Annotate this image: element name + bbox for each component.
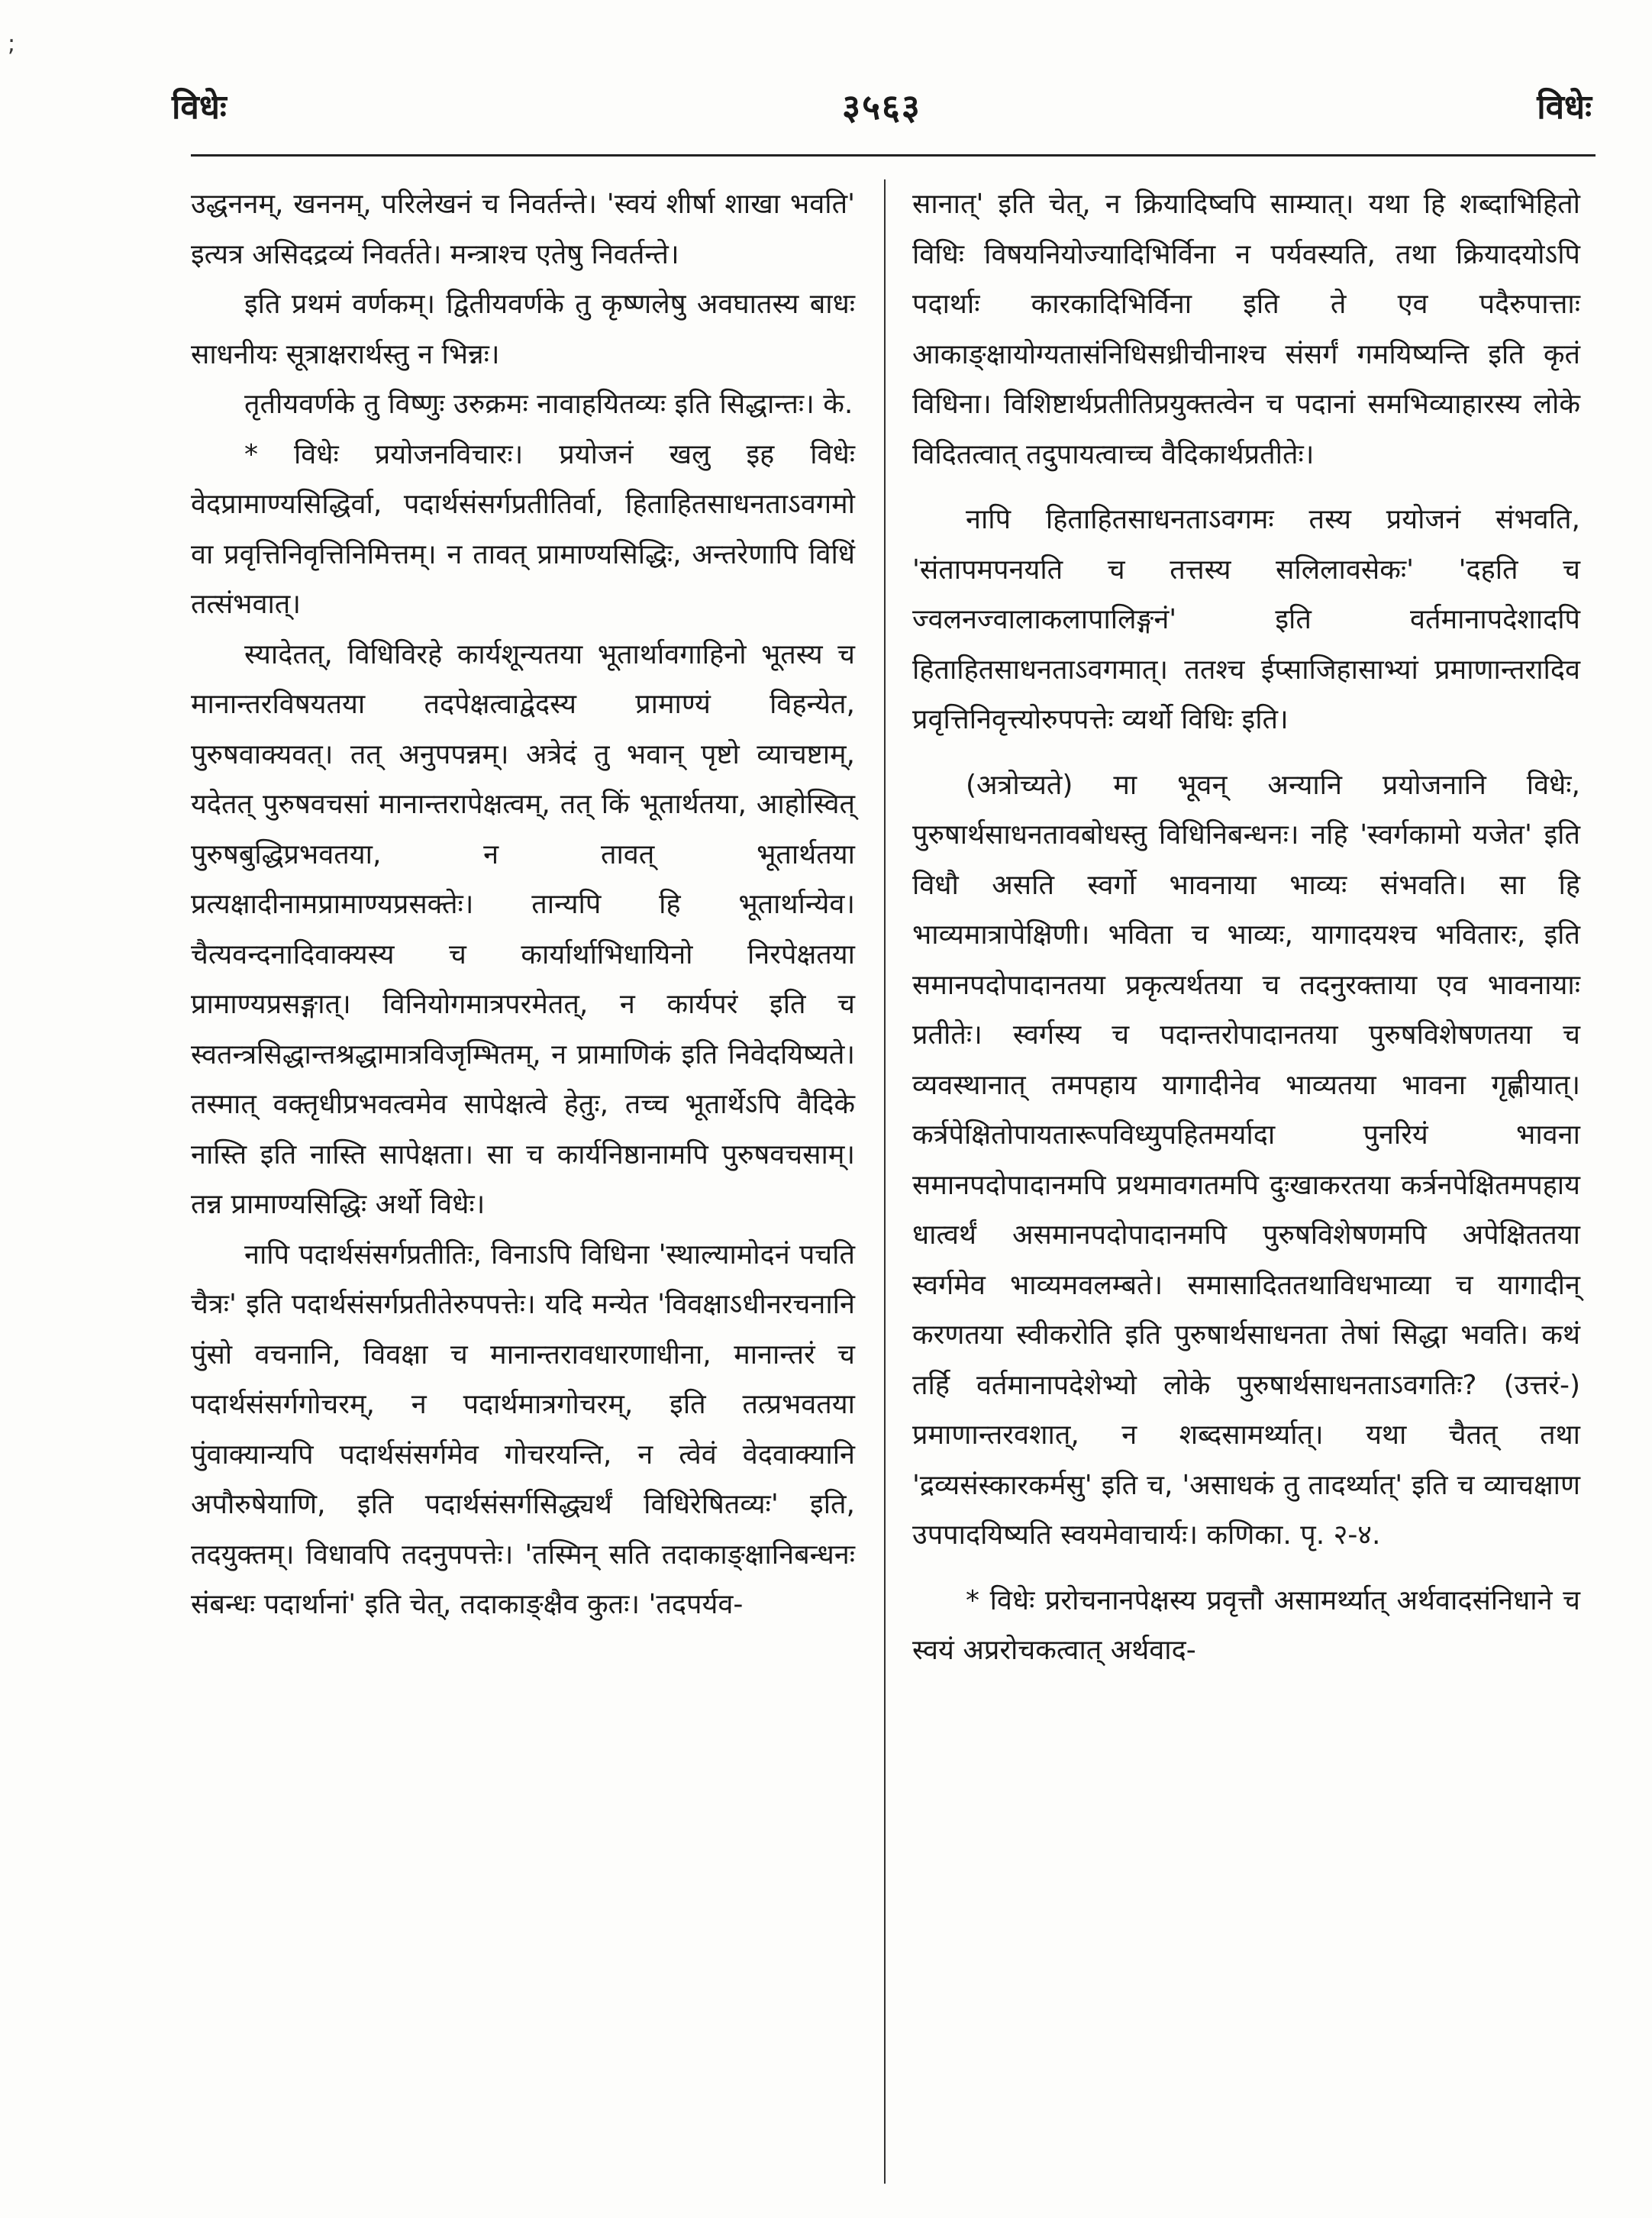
right-paragraph-3: (अत्रोच्यते) मा भूवन् अन्यानि प्रयोजनानि विधेः, पुरुषार्थसाधनतावबोधस्तु विधिनिबन्धनः। नहि 'स्वर्गकामो यजेत' इति विधौ असति स्वर्गो भावनाया भाव्यः संभवति। सा हि भाव्यमात्रापेक्षिणी। भविता च भाव्यः, यागादयश्च भवितारः, इति समानपदोपादानतया प्रकृत्यर्थतया च तदनुरक्ताया एव भावनायाः प्रतीतेः। स्वर्गस्य च पदान्तरोपादानतया पुरुषविशेषणतया च व्यवस्थानात् तमपहाय यागादीनेव भाव्यतया भावना गृह्णीयात्। कर्त्रपेक्षितोपायतारूपविध्युपहितमर्यादा पुनरियं भावना समानपदोपादानमपि प्रथमावगतमपि दुःखाकरतया कर्त्रनपेक्षितमपहाय धात्वर्थं असमानपदोपादानमपि पुरुषविशेषणमपि अपेक्षिततया स्वर्गमेव भाव्यमवलम्बते। समासादिततथाविधभाव्या च यागादीन् करणतया स्वीकरोति इति पुरुषार्थसाधनता तेषां सिद्धा भवति। कथं तर्हि वर्तमानापदेशेभ्यो लोके पुरुषार्थसाधनताऽवगतिः? (उत्तरं-) प्रमाणान्तरवशात्, न शब्दसामर्थ्यात्। यथा चैतत् तथा 'द्रव्यसंस्कारकर्मसु' इति च, 'असाधकं तु तादर्थ्यात्' इति च व्याचक्षाण उपपादयिष्यति स्वयमेवाचार्यः। कणिका. पृ. २-४. xyxy=(912,769,1580,1551)
left-paragraph-2: इति प्रथमं वर्णकम्। द्वितीयवर्णके तु कृष्णलेषु अवघातस्य बाधः साधनीयः सूत्राक्षरार्थस्तु न भिन्नः। xyxy=(191,289,855,370)
margin-mark: ; xyxy=(8,31,16,57)
left-paragraph-1: उद्धननम्, खननम्, परिलेखनं च निवर्तन्ते। 'स्वयं शीर्षा शाखा भवति' इत्यत्र असिदद्रव्यं निवर्तते। मन्त्राश्च एतेषु निवर्तन्ते। xyxy=(191,189,855,270)
left-column xyxy=(191,179,855,1630)
page-number: ३५६३ xyxy=(842,86,921,128)
header-right-keyword: विधेः xyxy=(1537,88,1592,127)
right-paragraph-1: सानात्' इति चेत्, न क्रियादिष्वपि साम्यात्। यथा हि शब्दाभिहितो विधिः विषयनियोज्यादिभिर्विना न पर्यवस्यति, तथा क्रियादयोऽपि पदार्थाः कारकादिभिर्विना इति ते एव पदैरुपात्ताः आकाङ्क्षायोग्यतासंनिधिसध्रीचीनाश्च संसर्गं गमयिष्यन्ति इति कृतं विधिना। विशिष्टार्थप्रतीतिप्रयुक्तत्वेन च पदानां समभिव्याहारस्य लोके विदितत्वात् तदुपायत्वाच्च वैदिकार्थप्रतीतेः। xyxy=(912,189,1580,470)
page-header xyxy=(172,82,1592,136)
header-left-keyword: विधेः xyxy=(172,88,227,127)
right-paragraph-2: नापि हिताहितसाधनताऽवगमः तस्य प्रयोजनं संभवति, 'संतापमपनयति च तत्तस्य सलिलावसेकः' 'दहति च ज्वलनज्वालाकलापालिङ्गनं' इति वर्तमानापदेशादपि हिताहितसाधनताऽवगमात्। ततश्च ईप्साजिहासाभ्यां प्रमाणान्तरादिव प्रवृत्तिनिवृत्त्योरुपपत्तेः व्यर्थो विधिः इति। xyxy=(912,504,1580,735)
left-paragraph-6: नापि पदार्थसंसर्गप्रतीतिः, विनाऽपि विधिना 'स्थाल्यामोदनं पचति चैत्रः' इति पदार्थसंसर्गप्रतीतेरुपपत्तेः। यदि मन्येत 'विवक्षाऽधीनरचनानि पुंसो वचनानि, विवक्षा च मानान्तरावधारणाधीना, मानान्तरं च पदार्थसंसर्गगोचरम्, न पदार्थमात्रगोचरम्, इति तत्प्रभवतया पुंवाक्यान्यपि पदार्थसंसर्गमेव गोचरयन्ति, न त्वेवं वेदवाक्यानि अपौरुषेयाणि, इति पदार्थसंसर्गसिद्ध्यर्थं विधिरेषितव्यः' इति, तदयुक्तम्। विधावपि तदनुपपत्तेः। 'तस्मिन् सति तदाकाङ्क्षानिबन्धनः संबन्धः पदार्थानां' इति चेत्, तदाकाङ्क्षैव कुतः। 'तदपर्यव- xyxy=(191,1238,855,1620)
right-column xyxy=(912,179,1580,1676)
header-rule xyxy=(191,154,1596,157)
left-paragraph-3: तृतीयवर्णके तु विष्णुः उरुक्रमः नावाहयितव्यः इति सिद्धान्तः। के. xyxy=(244,389,853,420)
left-paragraph-5: स्यादेतत्, विधिविरहे कार्यशून्यतया भूतार्थावगाहिनो भूतस्य च मानान्तरविषयतया तदपेक्षत्वाद्वेदस्य प्रामाण्यं विहन्येत, पुरुषवाक्यवत्। तत् अनुपपन्नम्। अत्रेदं तु भवान् पृष्टो व्याचष्टाम्, यदेतत् पुरुषवचसां मानान्तरापेक्षत्वम्, तत् किं भूतार्थतया, आहोस्वित् पुरुषबुद्धिप्रभवतया, न तावत् भूतार्थतया प्रत्यक्षादीनामप्रामाण्यप्रसक्तेः। तान्यपि हि भूतार्थान्येव। चैत्यवन्दनादिवाक्यस्य च कार्यार्थाभिधायिनो निरपेक्षतया प्रामाण्यप्रसङ्गात्। विनियोगमात्रपरमेतत्, न कार्यपरं इति च स्वतन्त्रसिद्धान्तश्रद्धामात्रविजृम्भितम्, न प्रामाणिकं इति निवेदयिष्यते। तस्मात् वक्तृधीप्रभवत्वमेव सापेक्षत्वे हेतुः, तच्च भूतार्थेऽपि वैदिके नास्ति इति नास्ति सापेक्षता। सा च कार्यनिष्ठानामपि पुरुषवचसाम्। तन्न प्रामाण्यसिद्धिः अर्थो विधेः। xyxy=(191,638,855,1220)
right-paragraph-4: * विधेः प्ररोचनानपेक्षस्य प्रवृत्तौ असामर्थ्यात् अर्थवादसंनिधाने च स्वयं अप्ररोचकत्वात् अर्थवाद- xyxy=(912,1584,1580,1666)
column-divider xyxy=(884,179,886,2184)
left-paragraph-4: * विधेः प्रयोजनविचारः। प्रयोजनं खलु इह विधेः वेदप्रामाण्यसिद्धिर्वा, पदार्थसंसर्गप्रतीतिर्वा, हिताहितसाधनताऽवगमो वा प्रवृत्तिनिवृत्तिनिमित्तम्। न तावत् प्रामाण्यसिद्धिः, अन्तरेणापि विधिं तत्संभवात्। xyxy=(191,438,855,620)
